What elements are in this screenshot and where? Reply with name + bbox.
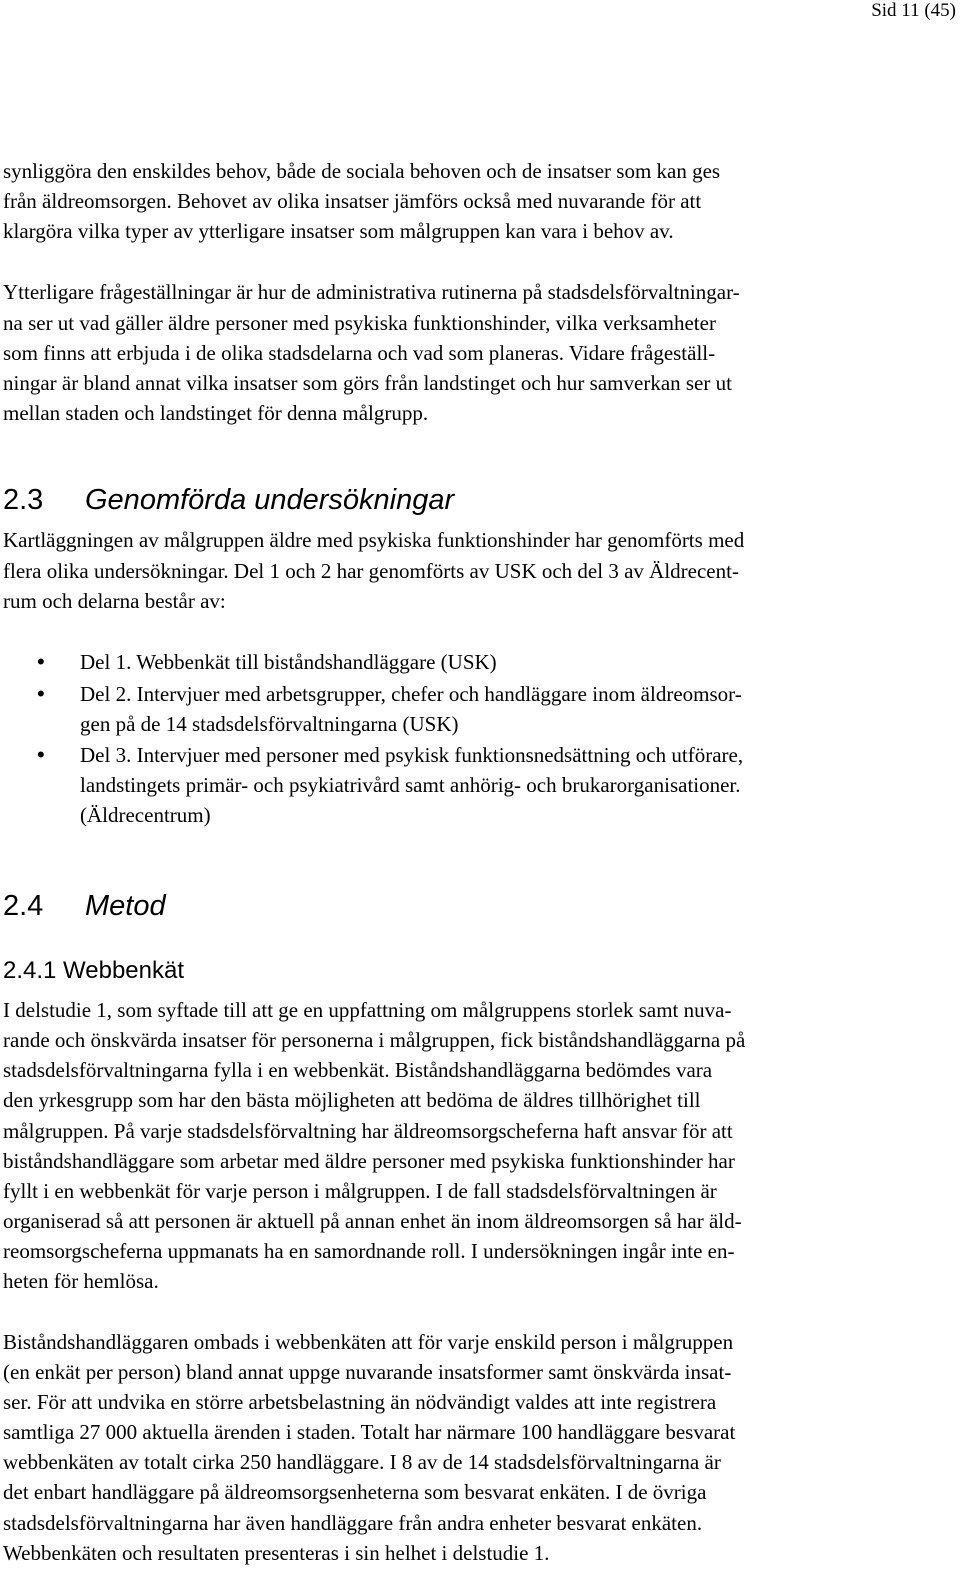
paragraph-line: na ser ut vad gäller äldre personer med psykiska funktionshinder, vilka verksamheter bbox=[3, 311, 716, 335]
paragraph-line: heten för hemlösa. bbox=[3, 1269, 159, 1293]
section-number: 2.3 bbox=[3, 484, 44, 516]
bullet-icon: • bbox=[37, 742, 45, 767]
paragraph-line: biståndshandläggare som arbetar med äldre personer med psykiska funktionshinder har bbox=[3, 1149, 735, 1173]
paragraph-line: rande och önskvärda insatser för personerna i målgruppen, fick biståndshandläggarna på bbox=[3, 1028, 746, 1052]
paragraph-line: den yrkesgrupp som har den bästa möjligheten att bedöma de äldres tillhörighet till bbox=[3, 1088, 701, 1112]
page-number: Sid 11 (45) bbox=[871, 0, 956, 21]
paragraph-line: rum och delarna består av: bbox=[3, 589, 226, 613]
section-title: Genomförda undersökningar bbox=[85, 484, 455, 516]
paragraph-line: som finns att erbjuda i de olika stadsdelarna och vad som planeras. Vidare frågeställ- bbox=[3, 341, 716, 365]
list-item-line: Del 3. Intervjuer med personer med psykisk funktionsnedsättning och utförare, bbox=[80, 743, 744, 767]
section-heading-2-3 bbox=[3, 483, 454, 517]
paragraph-line: stadsdelsförvaltningarna har även handläggare från andra enheter besvarat enkäten. bbox=[3, 1511, 703, 1535]
paragraph-line: från äldreomsorgen. Behovet av olika insatser jämförs också med nuvarande för att bbox=[3, 189, 702, 213]
list-item-line: Del 2. Intervjuer med arbetsgrupper, chefer och handläggare inom äldreomsor- bbox=[80, 682, 742, 706]
section-title: Metod bbox=[85, 890, 166, 922]
paragraph-line: stadsdelsförvaltningarna fylla i en webbenkät. Biståndshandläggarna bedömdes vara bbox=[3, 1058, 713, 1082]
bullet-icon: • bbox=[37, 681, 45, 706]
paragraph-line: klargöra vilka typer av ytterligare insatser som målgruppen kan vara i behov av. bbox=[3, 219, 674, 243]
paragraph-line: målgruppen. På varje stadsdelsförvaltning har äldreomsorgscheferna haft ansvar för att bbox=[3, 1119, 733, 1143]
paragraph-line: mellan staden och landstinget för denna målgrupp. bbox=[3, 401, 429, 425]
paragraph-line: organiserad så att personen är aktuell på annan enhet än inom äldreomsorgen så har äld- bbox=[3, 1209, 742, 1233]
section-number: 2.4 bbox=[3, 890, 44, 922]
subsection-heading-2-4-1: 2.4.1 Webbenkät bbox=[3, 957, 185, 984]
paragraph-line: fyllt i en webbenkät för varje person i målgruppen. I de fall stadsdelsförvaltningen är bbox=[3, 1179, 717, 1203]
paragraph-line: synliggöra den enskildes behov, både de sociala behoven och de insatser som kan ges bbox=[3, 159, 721, 183]
paragraph-line: ser. För att undvika en större arbetsbelastning än nödvändigt valdes att inte registrera bbox=[3, 1390, 717, 1414]
list-item-line: landstingets primär- och psykiatrivård samt anhörig- och brukarorganisationer. bbox=[80, 773, 741, 797]
bullet-icon: • bbox=[37, 649, 45, 674]
paragraph-line: ningar är bland annat vilka insatser som görs från landstinget och hur samverkan ser ut bbox=[3, 371, 732, 395]
section-heading-2-4 bbox=[3, 889, 166, 923]
paragraph-line: samtliga 27 000 aktuella ärenden i staden. Totalt har närmare 100 handläggare besvarat bbox=[3, 1420, 736, 1444]
paragraph-line: (en enkät per person) bland annat uppge nuvarande insatsformer samt önskvärda insat- bbox=[3, 1360, 732, 1384]
paragraph-line: Biståndshandläggaren ombads i webbenkäten att för varje enskild person i målgruppen bbox=[3, 1330, 734, 1354]
paragraph-line: I delstudie 1, som syftade till att ge en uppfattning om målgruppens storlek samt nuva- bbox=[3, 998, 732, 1022]
paragraph-line: Kartläggningen av målgruppen äldre med psykiska funktionshinder har genomförts med bbox=[3, 528, 745, 552]
paragraph-line: Webbenkäten och resultaten presenteras i sin helhet i delstudie 1. bbox=[3, 1541, 550, 1565]
list-item-line: gen på de 14 stadsdelsförvaltningarna (USK) bbox=[80, 712, 459, 736]
paragraph-line: det enbart handläggare på äldreomsorgsenheterna som besvarat enkäten. I de övriga bbox=[3, 1480, 707, 1504]
paragraph-line: flera olika undersökningar. Del 1 och 2 har genomförts av USK och del 3 av Äldrecent- bbox=[3, 559, 739, 583]
paragraph-line: webbenkäten av totalt cirka 250 handläggare. I 8 av de 14 stadsdelsförvaltningarna är bbox=[3, 1450, 721, 1474]
paragraph-line: reomsorgscheferna uppmanats ha en samordnande roll. I undersökningen ingår inte en- bbox=[3, 1239, 735, 1263]
list-item-line: (Äldrecentrum) bbox=[80, 803, 211, 827]
paragraph-line: Ytterligare frågeställningar är hur de administrativa rutinerna på stadsdelsförvaltningar- bbox=[3, 280, 740, 304]
list-item-line: Del 1. Webbenkät till biståndshandläggare (USK) bbox=[80, 650, 497, 674]
